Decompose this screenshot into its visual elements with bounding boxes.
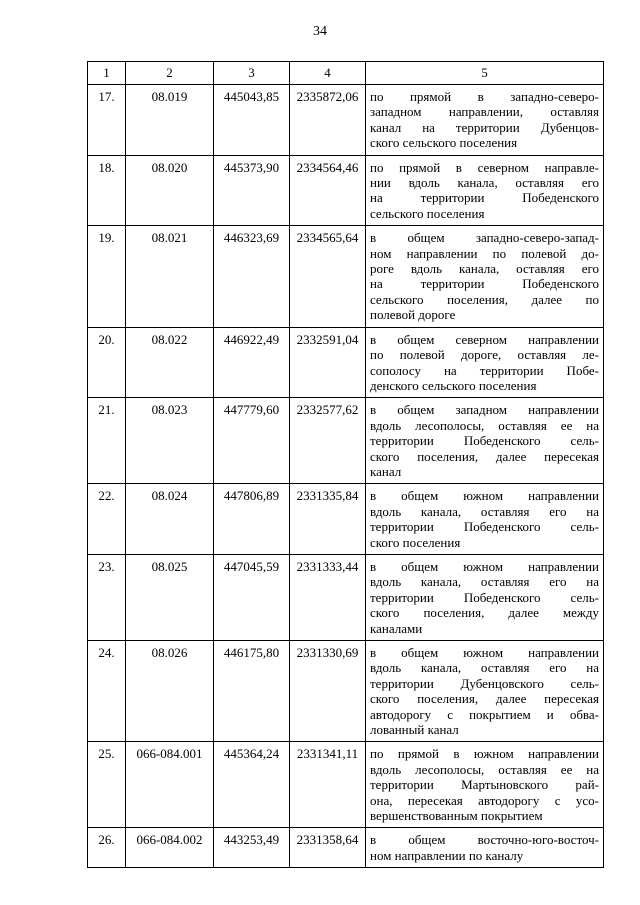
description-line: вдоль канала, оставляя его на <box>370 574 599 590</box>
description-line: в общем северном направлении <box>370 331 599 347</box>
row-number-cell: 26. <box>88 828 126 868</box>
description-line: нии вдоль канала, оставляя его <box>370 175 599 191</box>
description-line: лованный канал <box>370 722 459 738</box>
description-line: на территории Победенского <box>370 276 599 292</box>
x-coordinate-cell: 447806,89 <box>214 484 290 555</box>
x-coordinate-cell: 446175,80 <box>214 641 290 742</box>
description-cell <box>366 828 604 868</box>
description-line: западном направлении, оставляя <box>370 104 599 120</box>
row-number-cell: 21. <box>88 398 126 484</box>
x-coordinate-cell: 447045,59 <box>214 554 290 640</box>
description-cell <box>366 742 604 828</box>
description-line: вершенствованным покрытием <box>370 808 543 824</box>
description-line: ном направлении по каналу <box>370 847 524 863</box>
table-row <box>88 828 604 868</box>
x-coordinate-cell: 447779,60 <box>214 398 290 484</box>
x-coordinate-cell: 445373,90 <box>214 155 290 226</box>
column-header-4: 4 <box>290 62 366 85</box>
table-row <box>88 484 604 555</box>
y-coordinate-cell: 2331333,44 <box>290 554 366 640</box>
description-line: роге вдоль канала, оставляя его <box>370 261 599 277</box>
description-cell <box>366 554 604 640</box>
table-row <box>88 742 604 828</box>
description-line: канал <box>370 463 402 479</box>
column-header-3: 3 <box>214 62 290 85</box>
description-line: ского поселения, далее пересекая <box>370 691 599 707</box>
point-id-cell: 08.024 <box>126 484 214 555</box>
description-line: сельского поселения, далее по <box>370 291 599 307</box>
description-line: автодорогу с покрытием и обва- <box>370 706 599 722</box>
description-line: в общем южном направлении <box>370 645 599 660</box>
column-header-1: 1 <box>88 62 126 85</box>
row-number-cell: 17. <box>88 85 126 156</box>
y-coordinate-cell: 2331358,64 <box>290 828 366 868</box>
description-cell <box>366 484 604 555</box>
description-cell <box>366 85 604 156</box>
point-id-cell: 08.026 <box>126 641 214 742</box>
description-line: ского поселения, далее пересекая <box>370 448 599 464</box>
description-line: в общем южном направлении <box>370 558 599 574</box>
x-coordinate-cell: 445043,85 <box>214 85 290 156</box>
table-row <box>88 226 604 327</box>
y-coordinate-cell: 2331335,84 <box>290 484 366 555</box>
description-line: по прямой в северном направле- <box>370 159 599 175</box>
description-line: в общем южном направлении <box>370 488 599 504</box>
description-line: территории Победенского сель- <box>370 433 599 449</box>
point-id-cell: 066-084.002 <box>126 828 214 868</box>
column-header-5: 5 <box>366 62 604 85</box>
boundary-table <box>87 61 604 868</box>
page-number: 34 <box>313 24 327 39</box>
point-id-cell: 08.022 <box>126 327 214 398</box>
point-id-cell: 08.025 <box>126 554 214 640</box>
description-line: денского сельского поселения <box>370 377 537 393</box>
column-header-2: 2 <box>126 62 214 85</box>
row-number-cell: 25. <box>88 742 126 828</box>
description-cell <box>366 398 604 484</box>
description-line: вдоль канала, оставляя его на <box>370 503 599 519</box>
table-row <box>88 398 604 484</box>
description-cell <box>366 327 604 398</box>
description-line: вдоль лесополосы, оставляя ее на <box>370 761 599 777</box>
description-line: территории Победенского сель- <box>370 589 599 605</box>
description-line: в общем западно-северо-запад- <box>370 230 599 246</box>
table-header-row <box>88 62 604 85</box>
y-coordinate-cell: 2331330,69 <box>290 641 366 742</box>
table-body <box>88 85 604 868</box>
description-line: ского поселения <box>370 534 461 550</box>
row-number-cell: 22. <box>88 484 126 555</box>
description-cell <box>366 226 604 327</box>
x-coordinate-cell: 443253,49 <box>214 828 290 868</box>
description-line: сополосу на территории Побе- <box>370 362 599 378</box>
y-coordinate-cell: 2331341,11 <box>290 742 366 828</box>
description-line: по прямой в южном направлении <box>370 746 599 762</box>
y-coordinate-cell: 2334564,46 <box>290 155 366 226</box>
point-id-cell: 066-084.001 <box>126 742 214 828</box>
x-coordinate-cell: 446323,69 <box>214 226 290 327</box>
description-line: ского сельского поселения <box>370 135 518 151</box>
table-row <box>88 641 604 742</box>
x-coordinate-cell: 446922,49 <box>214 327 290 398</box>
table-row <box>88 327 604 398</box>
row-number-cell: 20. <box>88 327 126 398</box>
point-id-cell: 08.020 <box>126 155 214 226</box>
description-line: ном направлении по полевой до- <box>370 245 599 261</box>
description-line: вдоль лесополосы, оставляя ее на <box>370 417 599 433</box>
description-line: территории Дубенцовского сель- <box>370 675 599 691</box>
description-line: ского поселения, далее между <box>370 605 599 621</box>
y-coordinate-cell: 2332591,04 <box>290 327 366 398</box>
description-line: полевой дороге <box>370 307 456 323</box>
row-number-cell: 19. <box>88 226 126 327</box>
table-row <box>88 85 604 156</box>
row-number-cell: 24. <box>88 641 126 742</box>
description-line: сельского поселения <box>370 205 485 221</box>
table-row <box>88 155 604 226</box>
description-line: она, пересекая автодорогу с усо- <box>370 792 599 808</box>
point-id-cell: 08.021 <box>126 226 214 327</box>
y-coordinate-cell: 2335872,06 <box>290 85 366 156</box>
description-line: в общем восточно-юго-восточ- <box>370 832 599 848</box>
y-coordinate-cell: 2334565,64 <box>290 226 366 327</box>
description-line: на территории Победенского <box>370 190 599 206</box>
description-cell <box>366 155 604 226</box>
table-row <box>88 554 604 640</box>
description-line: каналами <box>370 620 423 636</box>
description-line: территории Мартыновского рай- <box>370 777 599 793</box>
description-line: в общем западном направлении <box>370 402 599 418</box>
description-cell <box>366 641 604 742</box>
point-id-cell: 08.019 <box>126 85 214 156</box>
x-coordinate-cell: 445364,24 <box>214 742 290 828</box>
row-number-cell: 23. <box>88 554 126 640</box>
row-number-cell: 18. <box>88 155 126 226</box>
description-line: территории Победенского сель- <box>370 519 599 535</box>
description-line: вдоль канала, оставляя его на <box>370 660 599 676</box>
description-line: по полевой дороге, оставляя ле- <box>370 347 599 363</box>
description-line: по прямой в западно-северо- <box>370 89 599 104</box>
point-id-cell: 08.023 <box>126 398 214 484</box>
y-coordinate-cell: 2332577,62 <box>290 398 366 484</box>
description-line: канал на территории Дубенцов- <box>370 119 599 135</box>
